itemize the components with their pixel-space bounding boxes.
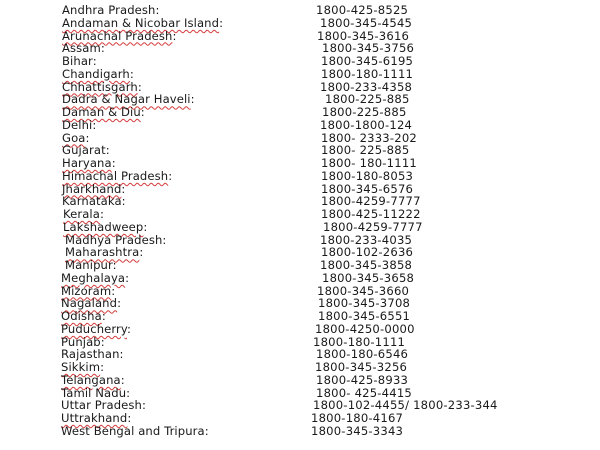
helpline-number: 1800-4250-0000 (315, 321, 415, 336)
state-label: Madhya Pradesh: (65, 232, 167, 247)
state-label: Karnataka: (62, 194, 126, 209)
helpline-number: 1800-345-3858 (320, 258, 413, 272)
state-label: Punjab: (61, 334, 105, 349)
state-label: Rajasthan: (61, 347, 124, 362)
helpline-number: 1800-425-8933 (316, 372, 409, 387)
helpline-number: 1800-345-3660 (317, 283, 410, 298)
state-label: Daman & Diu: (62, 105, 145, 119)
helpline-number: 1800-345-3708 (318, 296, 411, 311)
helpline-number: 1800-225-885 (325, 92, 410, 107)
state-label: Nagaland: (61, 296, 122, 311)
state-label: Meghalaya: (61, 270, 130, 285)
state-label: Lakshadweep: (63, 219, 148, 234)
helpline-number: 1800-102-4455/ 1800-233-344 (313, 398, 498, 413)
state-label: Puducherry: (61, 321, 132, 336)
state-label: Odisha: (61, 309, 106, 323)
spellcheck-underline: Himachal Pradesh (62, 168, 169, 183)
state-label: Telangana: (61, 372, 125, 387)
helpline-number: 1800-425-11222 (321, 207, 421, 221)
state-label: Tamil Nadu: (61, 385, 131, 400)
state-label: Maharashtra: (65, 245, 144, 260)
helpline-row (0, 425, 600, 438)
state-label: Chhattisgarh: (62, 79, 142, 94)
state-label: Manipur: (65, 258, 117, 272)
spellcheck-underline: Haryana (62, 156, 112, 170)
state-label: Gujarat: (62, 143, 110, 158)
helpline-number: 1800-4259-7777 (321, 194, 421, 209)
helpline-row (0, 119, 600, 132)
state-label: Uttar Pradesh: (61, 398, 146, 413)
state-label: Bihar: (62, 54, 97, 68)
helpline-number: 1800-345-3616 (317, 28, 410, 43)
helpline-number: 1800-180-6546 (316, 347, 409, 362)
helpline-number: 1800- 225-885 (321, 143, 410, 158)
helpline-number: 1800-345-3658 (322, 270, 415, 285)
helpline-number: 1800-345-6551 (318, 309, 411, 323)
spellcheck-underline: Maharashtra (65, 245, 140, 260)
spellcheck-underline: Puducherry (61, 321, 128, 336)
state-label: Jharkhand: (62, 181, 126, 196)
state-label: Andhra Pradesh: (62, 3, 160, 17)
helpline-number: 1800-4259-7777 (323, 219, 423, 234)
helpline-row (0, 221, 600, 234)
spellcheck-underline: Andaman & Nicobar Island (62, 15, 220, 30)
state-label: Mizoram: (61, 283, 116, 298)
spellcheck-underline: Dadra & Nagar Haveli (62, 92, 191, 107)
helpline-number: 1800-180-8053 (321, 168, 414, 183)
spellcheck-underline: Mizoram (61, 283, 112, 298)
spellcheck-underline: Sikkim (61, 360, 101, 374)
helpline-number: 1800-102-2636 (321, 245, 414, 260)
helpline-number: 1800-1800-124 (320, 117, 413, 132)
spellcheck-underline: Goa (62, 130, 86, 145)
helpline-number: 1800-180-4167 (311, 411, 404, 425)
helpline-number: 1800-345-6195 (321, 54, 414, 68)
spellcheck-underline: Uttrakhand (61, 411, 128, 425)
helpline-number: 1800-180-1111 (321, 66, 414, 81)
state-label: Andaman & Nicobar Island: (62, 15, 224, 30)
state-label: Goa: (62, 130, 90, 145)
spellcheck-underline: Lakshadweep (63, 219, 144, 234)
spellcheck-underline: Odisha (61, 309, 102, 323)
helpline-number: 1800- 2333-202 (321, 130, 417, 145)
state-label: Sikkim: (61, 360, 105, 374)
state-label: Chandigarh: (62, 66, 134, 81)
helpline-number: 1800-233-4358 (320, 79, 413, 94)
spellcheck-underline: Daman & Diu (62, 105, 141, 119)
helpline-number: 1800-345-3256 (315, 360, 408, 374)
state-label: Himachal Pradesh: (62, 168, 173, 183)
spellcheck-underline: Nagaland (61, 296, 118, 311)
state-label: Arunachal Pradesh: (62, 28, 177, 43)
helpline-number: 1800-345-4545 (320, 15, 413, 30)
state-label: Haryana: (62, 156, 116, 170)
spellcheck-underline: Arunachal Pradesh (62, 28, 173, 43)
helpline-row (0, 323, 600, 336)
spellcheck-underline: Telangana (61, 372, 121, 387)
helpline-number: 1800- 425-4415 (316, 385, 412, 400)
state-label: Uttrakhand: (61, 411, 132, 425)
spellcheck-underline: Meghalaya (61, 270, 126, 285)
state-label: Kerala: (63, 207, 104, 221)
state-label: Dadra & Nagar Haveli: (62, 92, 195, 107)
spellcheck-underline: Kerala (63, 207, 100, 221)
helpline-number: 1800-345-3756 (322, 41, 415, 56)
state-label: Delhi: (62, 117, 97, 132)
spellcheck-underline: Jharkhand (62, 181, 122, 196)
state-label: Assam: (62, 41, 105, 56)
spellcheck-underline: Chhattisgarh (62, 79, 138, 94)
helpline-number: 1800-225-885 (322, 105, 407, 119)
helpline-number: 1800-345-6576 (321, 181, 414, 196)
helpline-number: 1800- 180-1111 (321, 156, 417, 170)
helpline-number: 1800-345-3343 (311, 423, 404, 438)
helpline-number: 1800-425-8525 (316, 3, 409, 17)
helpline-number: 1800-233-4035 (320, 232, 413, 247)
helpline-number: 1800-180-1111 (313, 334, 406, 349)
spellcheck-underline: Chandigarh (62, 66, 130, 81)
helpline-row (0, 374, 600, 387)
state-label: West Bengal and Tripura: (61, 423, 209, 438)
